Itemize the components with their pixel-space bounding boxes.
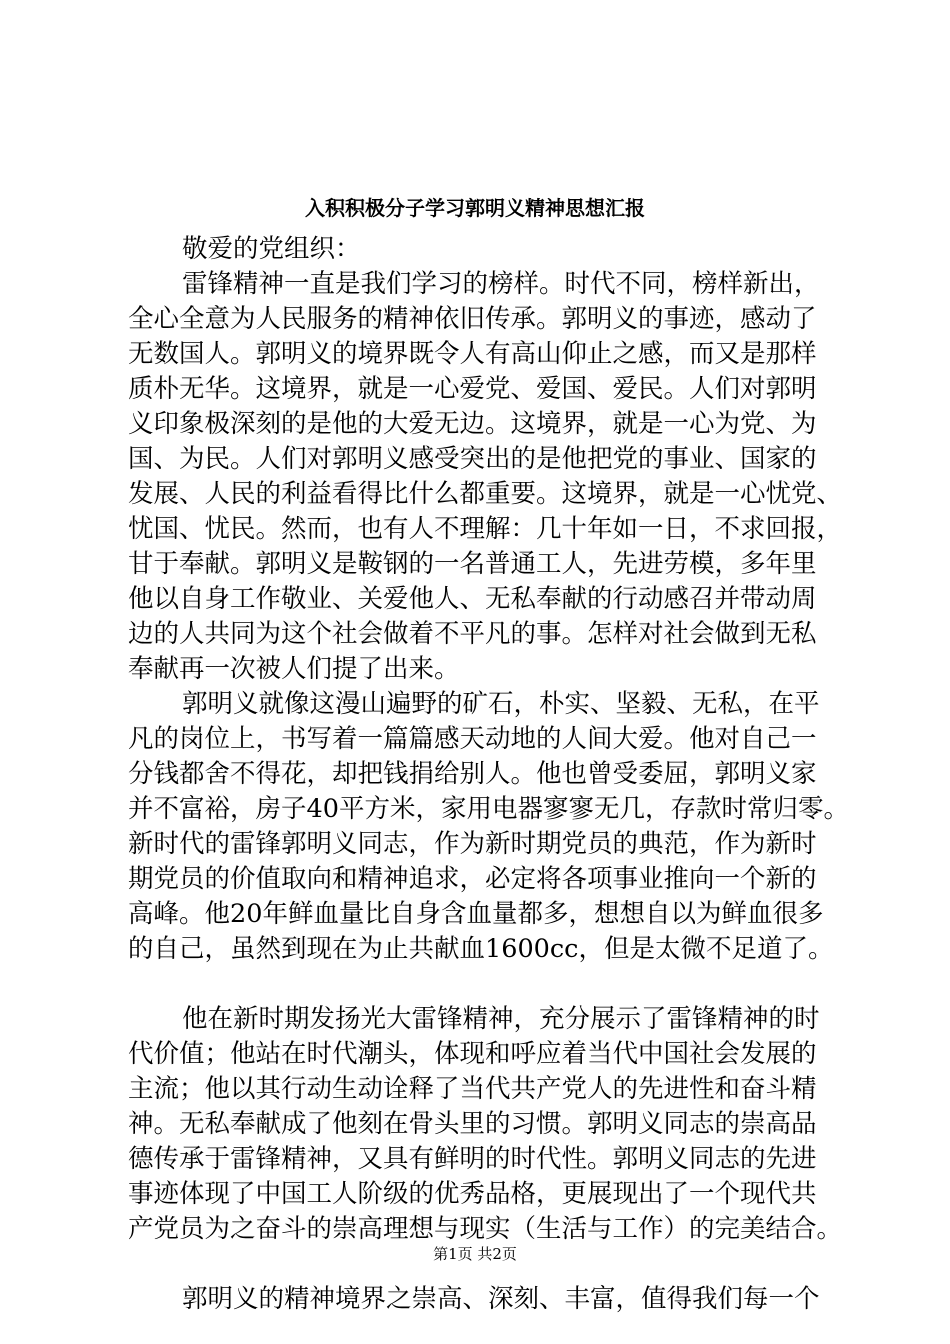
paragraph-line: 无数国人。郭明义的境界既令人有高山仰止之感，而又是那样 (128, 339, 817, 369)
paragraph-line: 的自己，虽然到现在为止共献血1600cc，但是太微不足道了。 (128, 934, 834, 964)
paragraph-line: 他以自身工作敬业、关爱他人、无私奉献的行动感召并带动周 (128, 584, 817, 614)
paragraph-line: 质朴无华。这境界，就是一心爱党、爱国、爱民。人们对郭明 (128, 374, 817, 404)
paragraph-line: 德传承于雷锋精神，又具有鲜明的时代性。郭明义同志的先进 (128, 1144, 817, 1174)
paragraph-line: 凡的岗位上，书写着一篇篇感天动地的人间大爱。他对自己一 (128, 724, 817, 754)
document-body (128, 232, 850, 1317)
paragraph-line: 雷锋精神一直是我们学习的榜样。时代不同，榜样新出， (182, 269, 820, 299)
page-footer: 第1页 共2页 (433, 1245, 517, 1263)
paragraph-line: 郭明义的精神境界之崇高、深刻、丰富，值得我们每一个 (182, 1284, 820, 1314)
paragraph-line: 高峰。他20年鲜血量比自身含血量都多，想想自以为鲜血很多 (128, 899, 824, 929)
paragraph-line: 忧国、忧民。然而，也有人不理解：几十年如一日，不求回报， (128, 514, 843, 544)
paragraph-line: 发展、人民的利益看得比什么都重要。这境界，就是一心忧党、 (128, 479, 843, 509)
paragraph-line: 义印象极深刻的是他的大爱无边。这境界，就是一心为党、为 (128, 409, 817, 439)
paragraph-line: 期党员的价值取向和精神追求，必定将各项事业推向一个新的 (128, 864, 817, 894)
paragraph-line: 奉献再一次被人们提了出来。 (128, 654, 460, 684)
paragraph-line: 主流；他以其行动生动诠释了当代共产党人的先进性和奋斗精 (128, 1074, 817, 1104)
document-title: 入积积极分子学习郭明义精神思想汇报 (305, 196, 645, 220)
paragraph-line: 事迹体现了中国工人阶级的优秀品格，更展现出了一个现代共 (128, 1179, 817, 1209)
paragraph-line: 代价值；他站在时代潮头，体现和呼应着当代中国社会发展的 (128, 1039, 817, 1069)
salutation: 敬爱的党组织： (182, 234, 361, 264)
paragraph-line: 郭明义就像这漫山遍野的矿石，朴实、坚毅、无私，在平 (182, 689, 820, 719)
paragraph-line: 神。无私奉献成了他刻在骨头里的习惯。郭明义同志的崇高品 (128, 1109, 817, 1139)
paragraph-line: 国、为民。人们对郭明义感受突出的是他把党的事业、国家的 (128, 444, 817, 474)
paragraph-line: 他在新时期发扬光大雷锋精神，充分展示了雷锋精神的时 (182, 1004, 820, 1034)
paragraph-line: 甘于奉献。郭明义是鞍钢的一名普通工人，先进劳模，多年里 (128, 549, 817, 579)
paragraph-spacer (128, 967, 850, 1002)
paragraph-line: 产党员为之奋斗的崇高理想与现实（生活与工作）的完美结合。 (128, 1214, 843, 1244)
paragraph-line: 并不富裕，房子40平方米，家用电器寥寥无几，存款时常归零。 (128, 794, 849, 824)
paragraph-line: 分钱都舍不得花，却把钱捐给别人。他也曾受委屈，郭明义家 (128, 759, 817, 789)
paragraph-line: 全心全意为人民服务的精神依旧传承。郭明义的事迹，感动了 (128, 304, 817, 334)
paragraph-line: 边的人共同为这个社会做着不平凡的事。怎样对社会做到无私 (128, 619, 817, 649)
paragraph-line: 新时代的雷锋郭明义同志，作为新时期党员的典范，作为新时 (128, 829, 817, 859)
